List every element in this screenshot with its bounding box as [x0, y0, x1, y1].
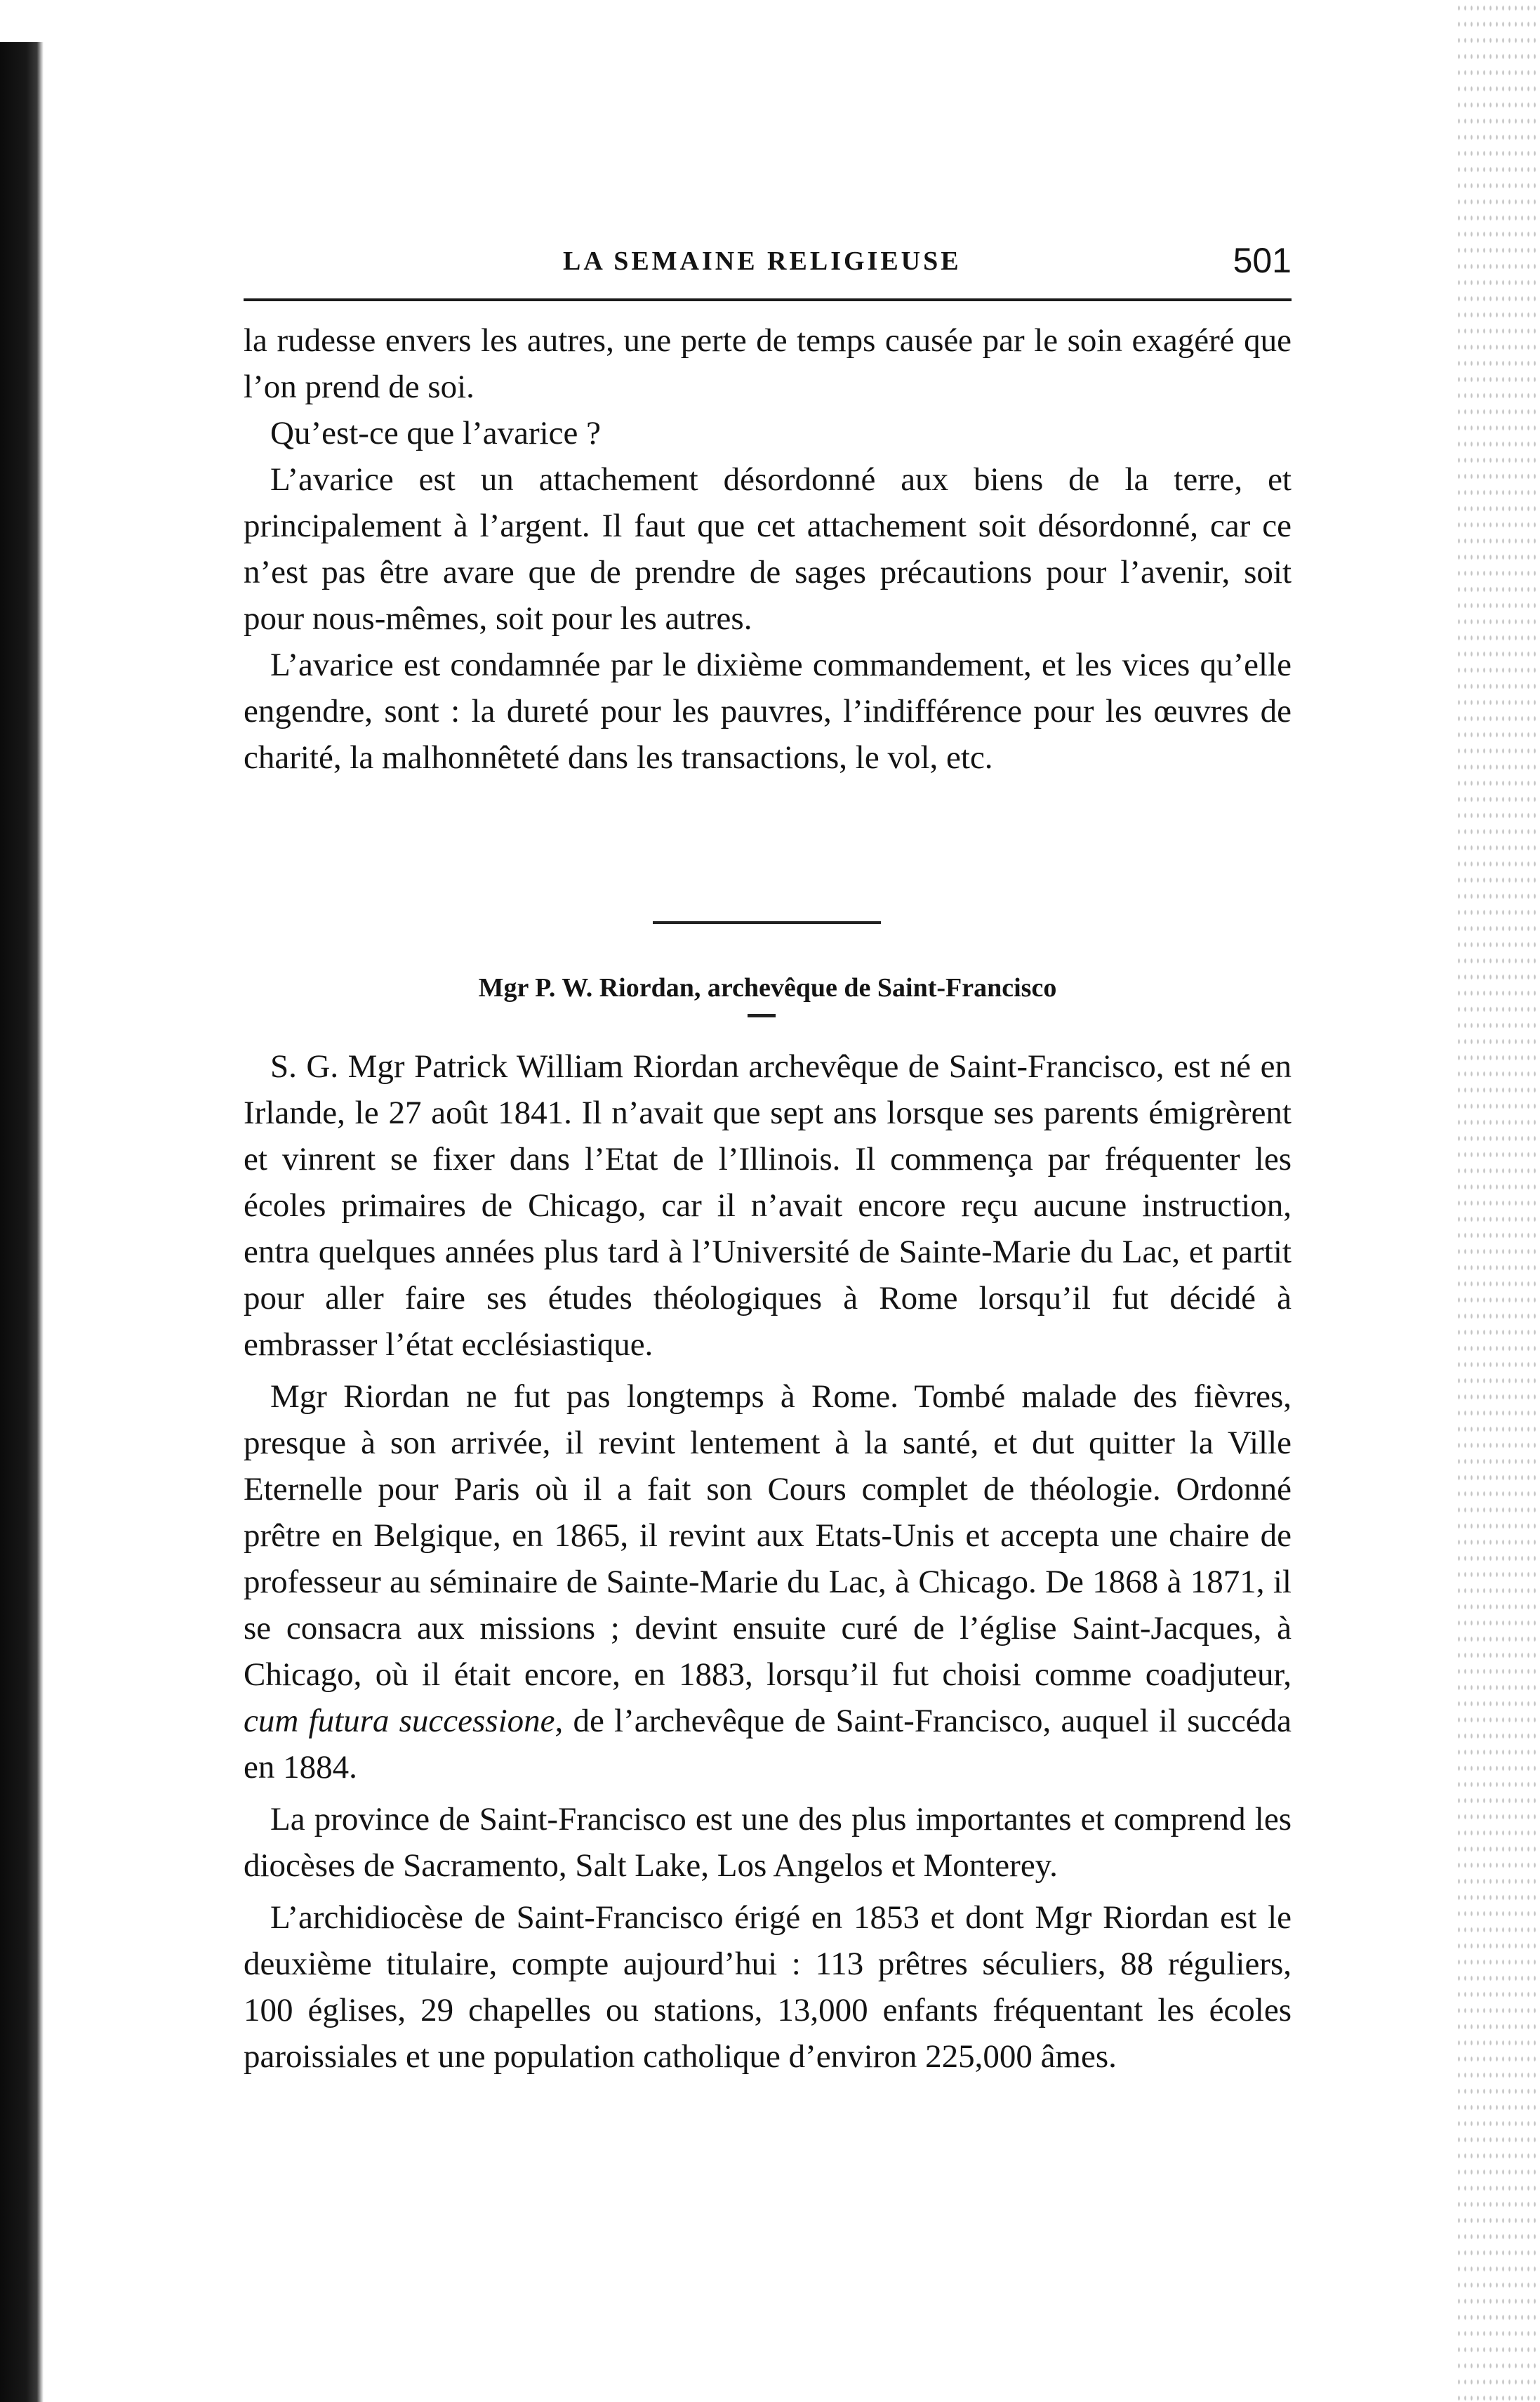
paragraph: la rudesse envers les autres, une perte de temps causée par le soin exagéré que l’on prend de soi. [244, 322, 1292, 405]
paragraph: L’avarice est un attachement désordonné aux biens de la terre, et principalement à l’argent. Il faut que cet attachement soit désordonné, car ce n’est pas être avare que de prendre de sages précautions pour l’avenir, soit pour nous-mêmes, soit pour les autres. [244, 461, 1292, 637]
question: Qu’est-ce que l’avarice ? [270, 415, 602, 451]
page-edge-speckle [1456, 0, 1540, 2402]
page-number: 501 [1233, 241, 1292, 280]
section-divider [653, 921, 881, 924]
section-avarice [244, 317, 1292, 781]
latin-phrase: cum futura successione, [244, 1703, 564, 1739]
running-title: LA SEMAINE RELIGIEUSE [563, 246, 962, 276]
paragraph: S. G. Mgr Patrick William Riordan archevêque de Saint-Francisco, est né en Irlande, le 27 août 1841. Il n’avait que sept ans lorsque ses parents émigrèrent et vinrent se fixer dans l’Etat de l’Illinois. Il commença par fréquenter les écoles primaires de Chicago, car il n’avait encore reçu aucune instruction, entra quelques années plus tard à l’Université de Sainte-Marie du Lac, et partit pour aller faire ses études théologiques à Rome lorsqu’il fut décidé à embrasser l’état ecclésiastique. [244, 1048, 1292, 1363]
paragraph: La province de Saint-Francisco est une des plus importantes et comprend les diocèses de Sacramento, Salt Lake, Los Angelos et Monterey. [244, 1801, 1292, 1884]
header-rule [244, 298, 1292, 301]
paragraph-text: Mgr Riordan ne fut pas longtemps à Rome. Tombé malade des fièvres, presque à son arrivée, il revint lentement à la santé, et dut quitter la Ville Eternelle pour Paris où il a fait son Cours complet de théologie. Ordonné prêtre en Belgique, en 1865, il revint aux Etats-Unis et accepta une chaire de professeur au séminaire de Sainte-Marie du Lac, à Chicago. De 1868 à 1871, il se consacra aux missions ; devint ensuite curé de l’église Saint-Jacques, à Chicago, où il était encore, en 1883, lorsqu’il fut choisi comme coadjuteur, [244, 1378, 1292, 1693]
book-spine-shadow [0, 42, 44, 2402]
section-riordan [244, 1043, 1292, 2085]
paragraph: L’avarice est condamnée par le dixième commandement, et les vices qu’elle engendre, sont : la dureté pour les pauvres, l’indifférence pour les œuvres de charité, la malhonnêteté dans les transactions, le vol, etc. [244, 647, 1292, 776]
running-header [244, 240, 1292, 282]
paragraph-text-tail: de l’archevêque de Saint-Francisco, auquel il succéda en 1884. [244, 1703, 1292, 1786]
section-heading: Mgr P. W. Riordan, archevêque de Saint-Francisco [478, 973, 1057, 1003]
paragraph [244, 1373, 1292, 1790]
heading-dash [748, 1014, 776, 1017]
paragraph: L’archidiocèse de Saint-Francisco érigé en 1853 et dont Mgr Riordan est le deuxième titulaire, compte aujourd’hui : 113 prêtres séculiers, 88 réguliers, 100 églises, 29 chapelles ou stations, 13,000 enfants fréquentant les écoles paroissiales et une population catholique d’environ 225,000 âmes. [244, 1899, 1292, 2075]
